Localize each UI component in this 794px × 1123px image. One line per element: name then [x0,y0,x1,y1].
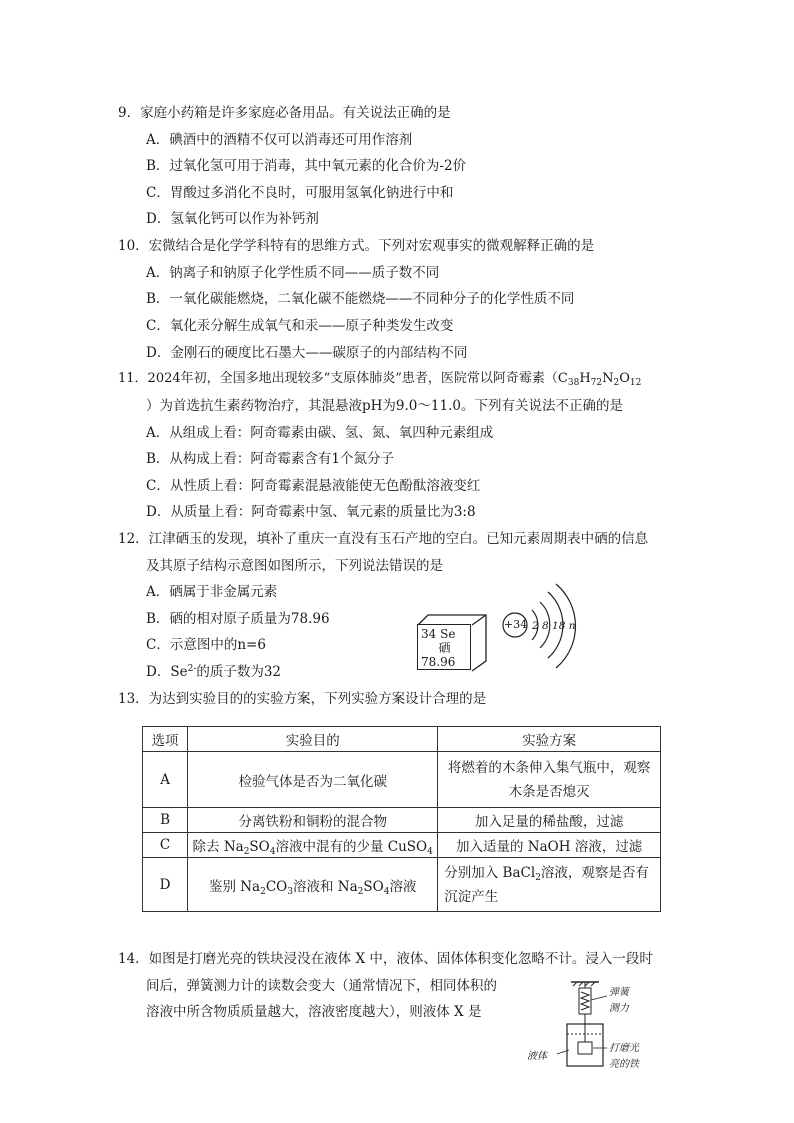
table-row [143,752,661,808]
selenium-atomic-structure-diagram [498,580,578,675]
table-header-plan: 实验方案 [438,727,661,752]
q10-option-c: C．氧化汞分解生成氧气和汞——原子种类发生改变 [146,318,454,334]
element-cell-front [417,624,471,670]
label-spring-line2: 测力 [609,1003,629,1014]
q9-option-c: C．胃酸过多消化不良时，可服用氢氧化钠进行中和 [146,185,454,201]
table-header-row [143,727,661,752]
q9-option-d: D．氢氧化钙可以作为补钙剂 [146,211,319,227]
table-row [143,808,661,833]
q10-option-b: B．一氧化碳能燃烧，二氧化碳不能燃烧——不同种分子的化学性质不同 [146,291,575,307]
electron-shell-counts: 2 8 18 n [532,620,576,632]
table-cell-option: D [143,858,188,912]
table-cell-option: B [143,808,188,833]
table-cell-purpose: 分离铁粉和铜粉的混合物 [188,808,438,833]
q12-option-c: C．示意图中的n=6 [146,637,266,653]
q12-option-b: B．硒的相对原子质量为78.96 [146,611,330,627]
table-cell-purpose: 鉴别 $Na_2CO_3$溶液和 $Na_2SO_4$溶液 [188,858,438,912]
table-header-option: 选项 [143,727,188,752]
element-symbol: Se [440,627,456,641]
q14-stem-line3: 溶液中所含物质质量越大，溶液密度越大），则液体 X 是 [146,1004,482,1020]
table-row [143,833,661,858]
q13-stem: 13．为达到实验目的的实验方案，下列实验方案设计合理的是 [118,691,487,707]
table-cell-plan: 加入足量的稀盐酸，过滤 [438,808,661,833]
q10-option-a: A．钠离子和钠原子化学性质不同——质子数不同 [146,265,440,281]
q12-option-a: A．硒属于非金属元素 [146,584,278,600]
q9-option-b: B．过氧化氢可用于消毒，其中氧元素的化合价为-2价 [146,158,467,174]
q10-stem: 10．宏微结合是化学学科特有的思维方式。下列对宏观事实的微观解释正确的是 [118,238,595,254]
q12-option-d: D．$Se^{2-}$的质子数为32 [146,664,282,680]
table-cell-option: C [143,833,188,858]
spring-scale-apparatus [527,980,657,1072]
table-row [143,858,661,912]
q9-option-a: A．碘酒中的酒精不仅可以消毒还可用作溶剂 [146,132,413,148]
table-cell-plan: 加入适量的 NaOH 溶液，过滤 [438,833,661,858]
label-spring-line1: 弹簧 [609,987,629,998]
element-atomic-mass: 78.96 [421,655,456,669]
q12-stem-line2: 及其原子结构示意图如图所示，下列说法错误的是 [146,558,443,574]
table-cell-plan: 分别加入 BaCl$_2$溶液，观察是否有沉淀产生 [438,858,661,912]
q11-option-c: C．从性质上看：阿奇霉素混悬液能使无色酚酞溶液变红 [146,478,481,494]
nucleus-charge: +34 [504,618,528,631]
q9-stem: 9．家庭小药箱是许多家庭必备用品。有关说法正确的是 [118,105,451,121]
element-atomic-number: 34 [421,627,437,641]
table-cell-purpose: 检验气体是否为二氧化碳 [188,752,438,808]
q11-stem-line2: ）为首选抗生素药物治疗，其混悬液pH为9.0～11.0。下列有关说法不正确的是 [146,398,623,414]
experiment-table [142,726,661,912]
label-liquid: 液体 [527,1051,547,1062]
table-cell-option: A [143,752,188,808]
selenium-element-cell [417,614,487,672]
q11-stem-line1: 11．2024年初，全国多地出现较多“支原体肺炎”患者，医院常以阿奇霉素（$C_{38}H_{72}N_2O_{12}$ [118,371,642,388]
q11-option-a: A．从组成上看：阿奇霉素由碳、氢、氮、氧四种元素组成 [146,425,494,441]
q10-option-d: D．金刚石的硬度比石墨大——碳原子的内部结构不同 [146,345,468,361]
q14-stem-line2: 间后，弹簧测力计的读数会变大（通常情况下，相同体积的 [146,978,497,994]
table-header-purpose: 实验目的 [188,727,438,752]
element-name: 硒 [438,641,451,655]
table-cell-plan: 将燃着的木条伸入集气瓶中，观察木条是否熄灭 [438,752,661,808]
q14-stem-line1: 14．如图是打磨光亮的铁块浸没在液体 X 中，液体、固体体积变化忽略不计。浸入一段时 [118,951,653,967]
label-iron-line1: 打磨光 [609,1043,639,1054]
label-iron-line2: 亮的铁 [609,1059,639,1070]
q11-option-b: B．从构成上看：阿奇霉素含有1个氮分子 [146,451,395,467]
table-cell-purpose: 除去 $Na_2SO_4$溶液中混有的少量 CuSO$_4$ [188,833,438,858]
q11-option-d: D．从质量上看：阿奇霉素中氢、氧元素的质量比为3:8 [146,504,476,520]
q12-stem-line1: 12．江津硒玉的发现，填补了重庆一直没有玉石产地的空白。已知元素周期表中硒的信息 [118,531,649,547]
